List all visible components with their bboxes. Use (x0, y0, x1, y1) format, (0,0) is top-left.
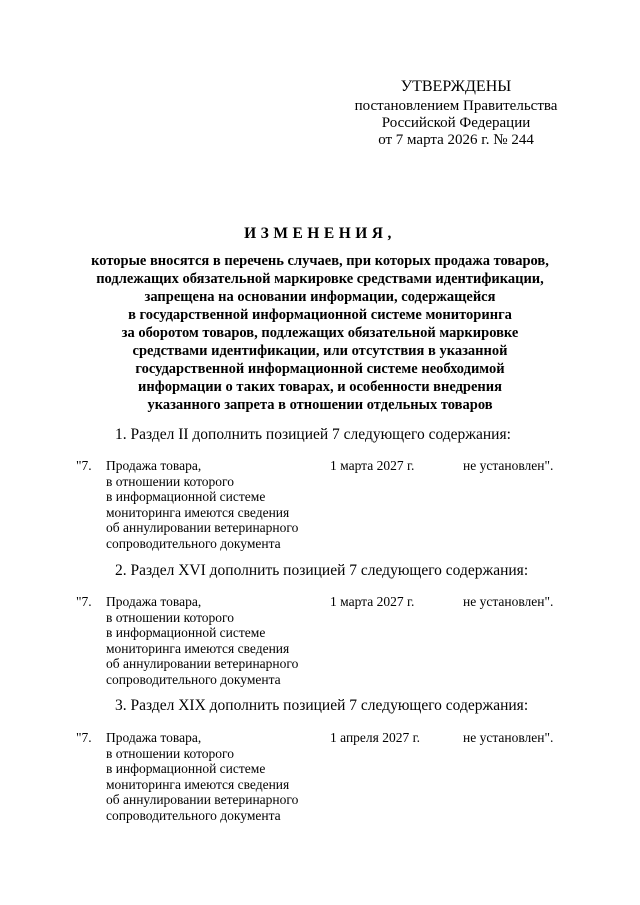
entry-date: 1 марта 2027 г. (330, 594, 415, 609)
description-line: в отношении которого (106, 745, 234, 761)
entry-date: 1 марта 2027 г. (330, 458, 415, 473)
description-line: сопроводительного документа (106, 671, 281, 687)
subtitle-line: информации о таких товарах, и особенности внедрения (137, 379, 502, 395)
subtitle-line: в государственной информационной системе мониторинга (128, 307, 512, 323)
description-line: сопроводительного документа (106, 535, 281, 551)
description-line: в информационной системе (106, 625, 266, 641)
approval-line: от 7 марта 2026 г. № 244 (378, 132, 534, 148)
description-line: мониторинга имеются сведения (106, 640, 290, 656)
subtitle-line: за оборотом товаров, подлежащих обязательной маркировке (121, 325, 519, 341)
approval-line: Российской Федерации (381, 115, 531, 131)
subtitle-line: которые вносятся в перечень случаев, при которых продажа товаров, (91, 253, 549, 269)
description-line: в отношении которого (106, 609, 234, 625)
entry-status: не установлен". (463, 458, 554, 473)
description-line: мониторинга имеются сведения (106, 776, 290, 792)
description-line: в отношении которого (106, 473, 234, 489)
entry-description (106, 730, 316, 824)
entry-date: 1 апреля 2027 г. (330, 730, 420, 745)
entry-number: "7. (76, 730, 92, 745)
point-heading: 2. Раздел XVI дополнить позицией 7 следующего содержания: (115, 562, 529, 579)
approval-heading: УТВЕРЖДЕНЫ (400, 78, 512, 95)
point-heading: 3. Раздел XIX дополнить позицией 7 следующего содержания: (115, 697, 529, 714)
subtitle-line: запрещена на основании информации, содержащейся (144, 289, 496, 305)
entry-description (106, 458, 316, 552)
description-line: об аннулировании ветеринарного (106, 656, 299, 672)
entry-number: "7. (76, 594, 92, 609)
description-line: об аннулировании ветеринарного (106, 792, 299, 808)
document-subtitle (60, 252, 580, 414)
description-line: об аннулировании ветеринарного (106, 520, 299, 536)
subtitle-line: указанного запрета в отношении отдельных товаров (147, 397, 493, 413)
description-line: Продажа товара, (106, 730, 202, 745)
document-title: ИЗМЕНЕНИЯ, (244, 225, 396, 242)
approval-block (340, 78, 572, 149)
entry-status: не установлен". (463, 730, 554, 745)
entry-status: не установлен". (463, 594, 554, 609)
description-line: мониторинга имеются сведения (106, 504, 290, 520)
subtitle-line: подлежащих обязательной маркировке средствами идентификации, (96, 271, 544, 287)
description-line: Продажа товара, (106, 594, 202, 609)
description-line: в информационной системе (106, 489, 266, 505)
subtitle-line: государственной информационной системе необходимой (135, 361, 505, 377)
subtitle-line: средствами идентификации, или отсутствия в указанной (132, 343, 508, 359)
point-heading: 1. Раздел II дополнить позицией 7 следующего содержания: (115, 426, 511, 443)
approval-line: постановлением Правительства (354, 98, 558, 114)
entry-description (106, 594, 316, 688)
description-line: сопроводительного документа (106, 807, 281, 823)
description-line: Продажа товара, (106, 458, 202, 473)
description-line: в информационной системе (106, 761, 266, 777)
entry-number: "7. (76, 458, 92, 473)
